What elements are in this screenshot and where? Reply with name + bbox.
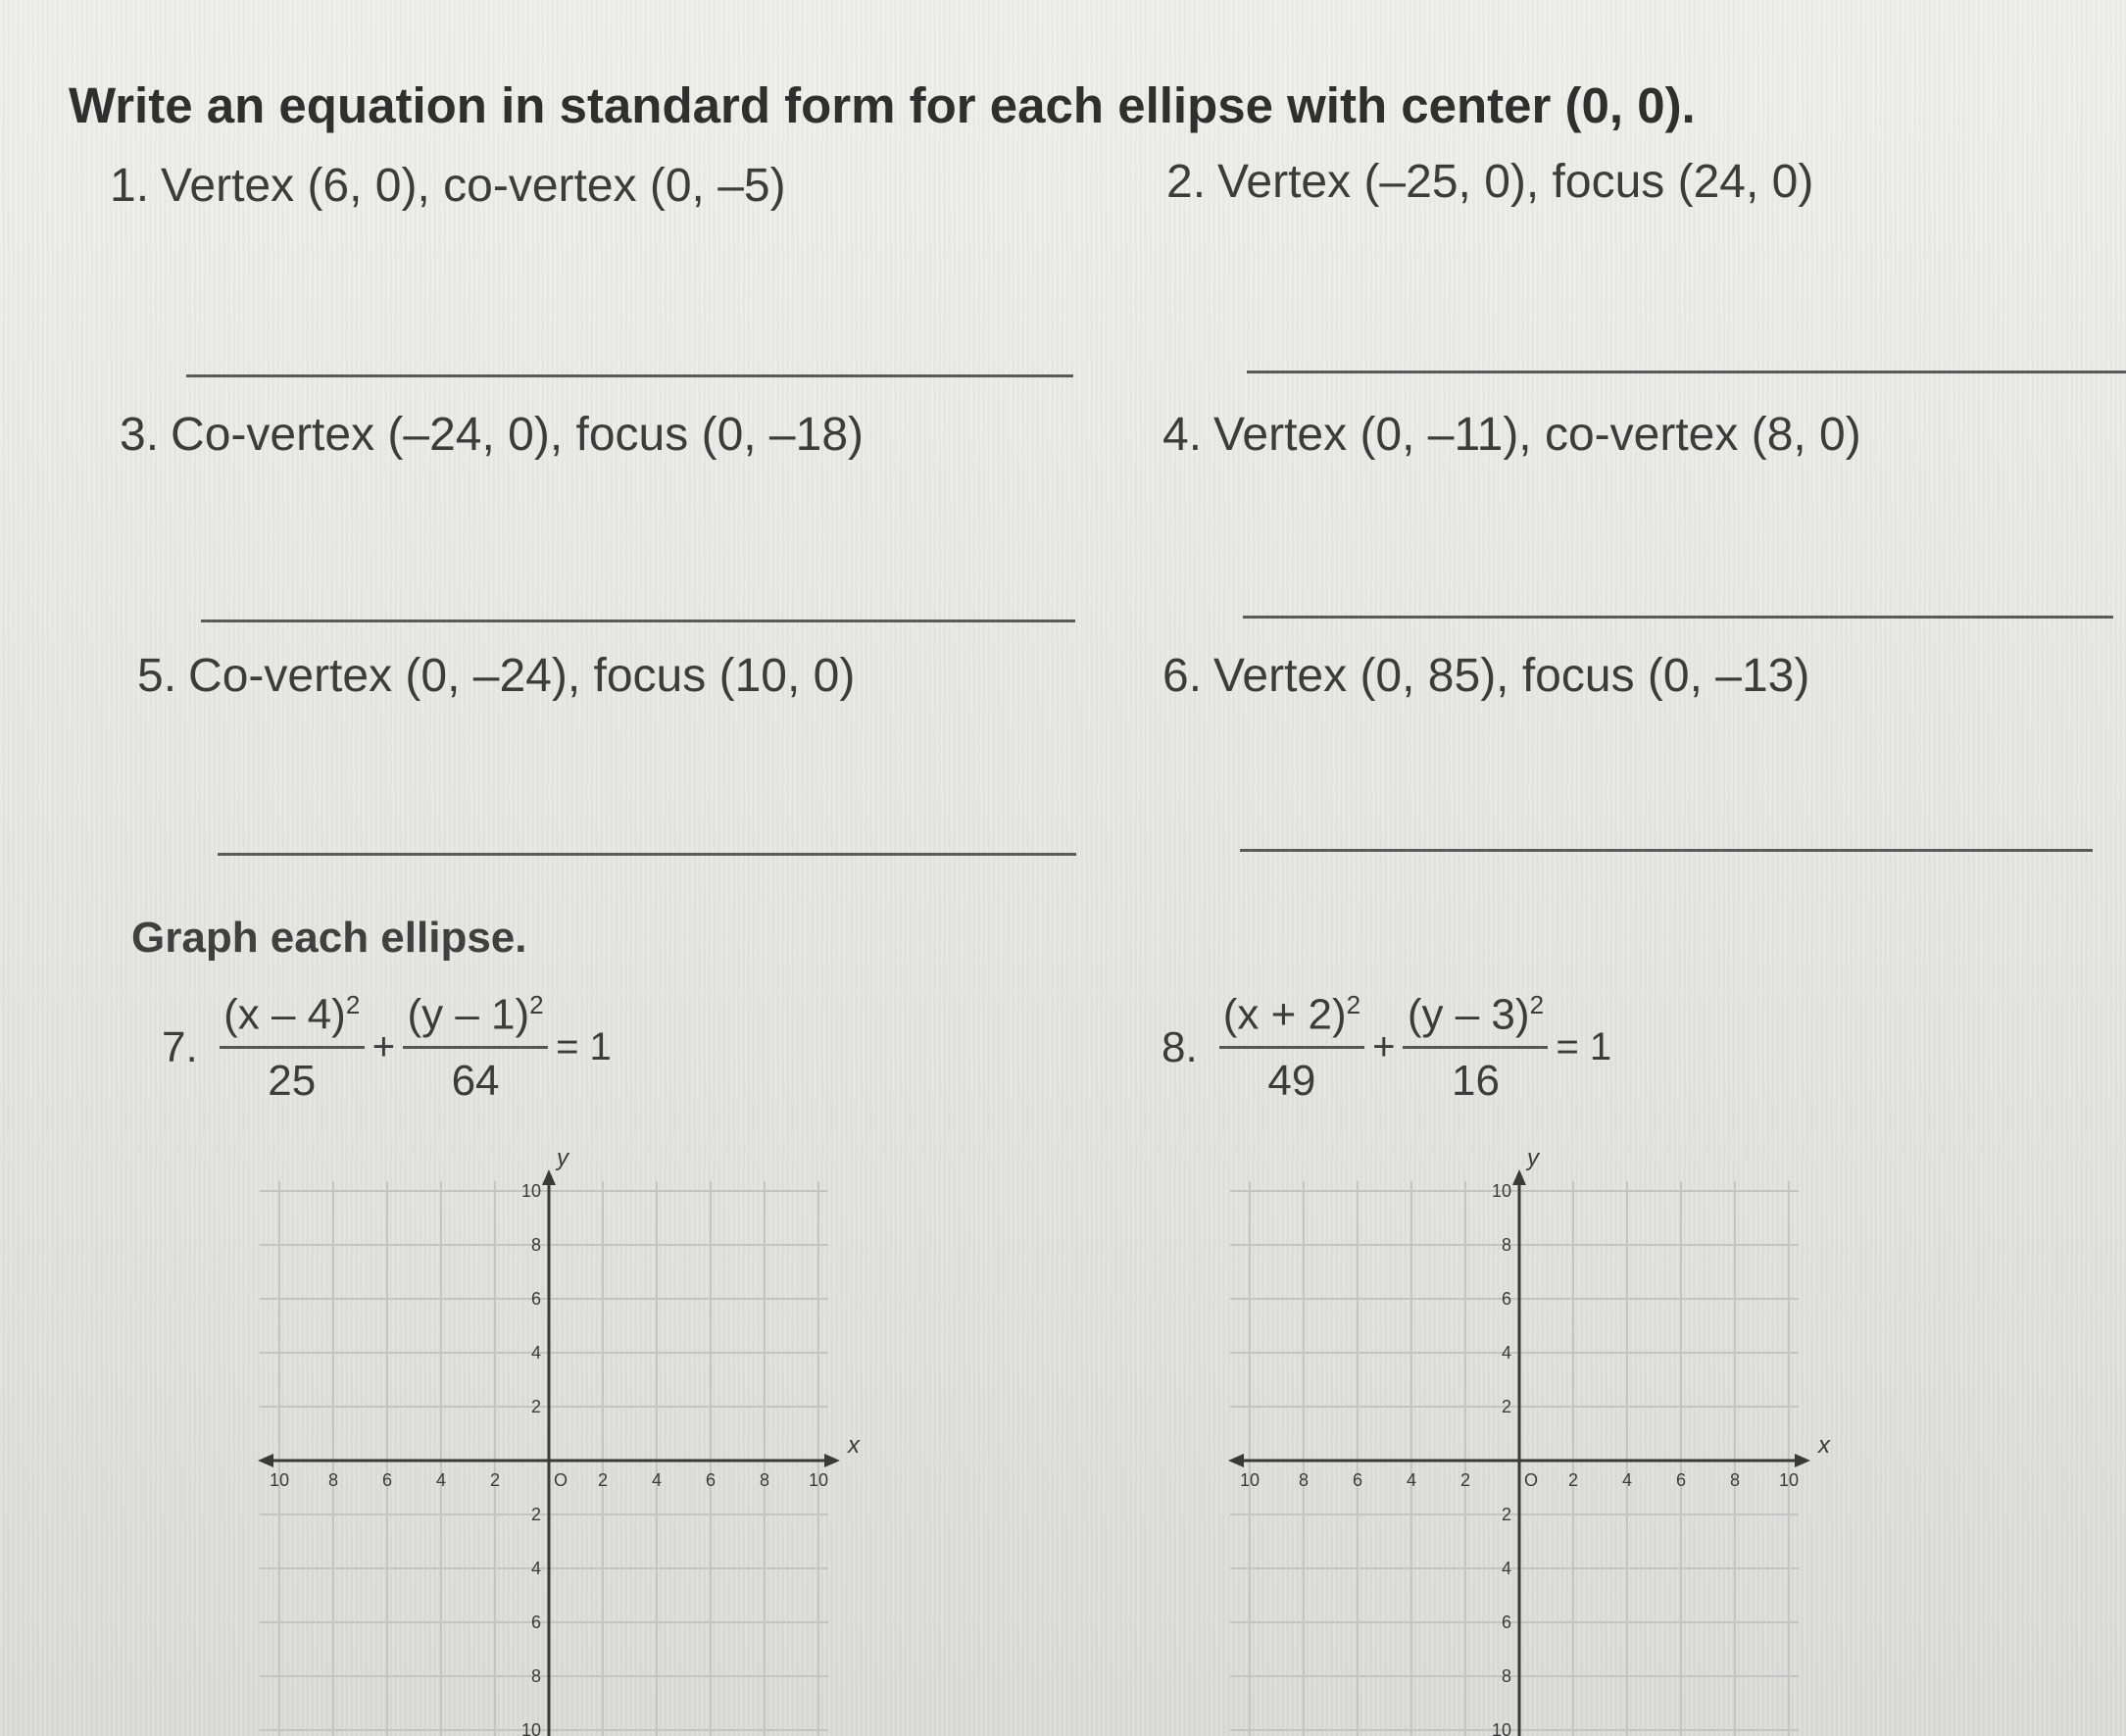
- y-tick-label: 10: [520, 1181, 541, 1201]
- problem-text: Vertex (–25, 0), focus (24, 0): [1217, 156, 1814, 208]
- equals-one: = 1: [1556, 1025, 1612, 1069]
- numerator: (x – 4): [223, 990, 346, 1039]
- page-title: Write an equation in standard form for each ellipse with center (0, 0).: [69, 77, 1696, 133]
- coordinate-grid-7[interactable]: [265, 1127, 860, 1736]
- y-tick-label: 10: [1491, 1181, 1511, 1201]
- x-axis-arrow-right-icon: [1795, 1454, 1810, 1467]
- denominator: 25: [220, 1046, 365, 1106]
- x-tick-label: 10: [1778, 1470, 1800, 1490]
- x-axis-arrow-left-icon: [258, 1454, 273, 1467]
- x-tick-label: 6: [1675, 1470, 1687, 1490]
- y-tick-label: 8: [530, 1666, 541, 1686]
- x-tick-label: 4: [1621, 1470, 1633, 1490]
- x-axis-label: x: [1818, 1432, 1830, 1459]
- answer-line-6[interactable]: [1240, 849, 2093, 852]
- denominator: 16: [1403, 1046, 1548, 1106]
- exponent: 2: [1529, 990, 1545, 1019]
- denominator: 64: [403, 1046, 548, 1106]
- x-tick-label: 6: [705, 1470, 717, 1490]
- y-tick-label: 2: [1501, 1505, 1511, 1524]
- x-tick-label: O: [553, 1470, 569, 1490]
- x-axis-arrow-left-icon: [1228, 1454, 1244, 1467]
- y-axis-arrow-up-icon: [542, 1169, 556, 1185]
- equation-8: [1162, 990, 1619, 1106]
- x-tick-label: 10: [269, 1470, 290, 1490]
- y-tick-label: 10: [1491, 1720, 1511, 1736]
- problem-text: Vertex (0, –11), co-vertex (8, 0): [1213, 409, 1861, 461]
- problem-1: [110, 159, 786, 213]
- answer-line-1[interactable]: [186, 374, 1073, 377]
- x-tick-label: 10: [808, 1470, 829, 1490]
- fraction-y-term: [403, 990, 548, 1106]
- x-tick-label: 4: [435, 1470, 447, 1490]
- problem-6: [1162, 649, 1809, 703]
- problem-text: Vertex (0, 85), focus (0, –13): [1213, 650, 1810, 702]
- y-tick-label: 4: [530, 1343, 541, 1363]
- y-tick-label: 6: [1501, 1612, 1511, 1632]
- fraction-x-term: [1219, 990, 1364, 1106]
- numerator: (y – 3): [1407, 990, 1530, 1039]
- problem-3: [120, 408, 864, 462]
- graph-heading: Graph each ellipse.: [131, 914, 527, 962]
- exponent: 2: [529, 990, 544, 1019]
- y-tick-label: 2: [530, 1505, 541, 1524]
- problem-number: 1.: [110, 160, 150, 212]
- plus-sign: +: [371, 1025, 396, 1069]
- equation-number: 7.: [162, 1022, 198, 1071]
- problem-number: 2.: [1166, 156, 1207, 208]
- y-tick-label: 4: [1501, 1559, 1511, 1578]
- equation-number: 8.: [1162, 1022, 1198, 1071]
- equation-7: [162, 990, 619, 1106]
- x-tick-label: 2: [597, 1470, 609, 1490]
- y-tick-label: 8: [1501, 1666, 1511, 1686]
- y-tick-label: 10: [520, 1720, 541, 1736]
- problem-number: 5.: [137, 650, 177, 702]
- answer-line-4[interactable]: [1243, 616, 2113, 619]
- problem-4: [1162, 408, 1861, 462]
- numerator: (y – 1): [407, 990, 530, 1039]
- problem-number: 3.: [120, 409, 160, 461]
- fraction-x-term: [220, 990, 365, 1106]
- problem-text: Co-vertex (–24, 0), focus (0, –18): [171, 409, 864, 461]
- y-tick-label: 8: [530, 1235, 541, 1255]
- x-tick-label: 4: [1406, 1470, 1417, 1490]
- x-tick-label: O: [1523, 1470, 1539, 1490]
- coordinate-grid-8[interactable]: [1235, 1127, 1830, 1736]
- x-tick-label: 8: [1729, 1470, 1741, 1490]
- y-tick-label: 2: [1501, 1397, 1511, 1416]
- x-axis-arrow-right-icon: [824, 1454, 840, 1467]
- x-tick-label: 10: [1239, 1470, 1261, 1490]
- x-tick-label: 6: [1352, 1470, 1363, 1490]
- y-axis-arrow-up-icon: [1512, 1169, 1526, 1185]
- answer-line-5[interactable]: [218, 853, 1076, 856]
- x-tick-label: 2: [489, 1470, 501, 1490]
- x-tick-label: 4: [651, 1470, 663, 1490]
- problem-number: 4.: [1162, 409, 1203, 461]
- answer-line-2[interactable]: [1247, 371, 2126, 373]
- problem-text: Vertex (6, 0), co-vertex (0, –5): [161, 160, 786, 212]
- exponent: 2: [345, 990, 361, 1019]
- x-axis-label: x: [848, 1432, 860, 1459]
- problem-text: Co-vertex (0, –24), focus (10, 0): [188, 650, 856, 702]
- equals-one: = 1: [556, 1025, 612, 1069]
- problem-5: [137, 649, 855, 703]
- exponent: 2: [1346, 990, 1361, 1019]
- y-tick-label: 6: [530, 1612, 541, 1632]
- answer-line-3[interactable]: [201, 620, 1075, 622]
- numerator: (x + 2): [1222, 990, 1347, 1039]
- y-tick-label: 8: [1501, 1235, 1511, 1255]
- denominator: 49: [1219, 1046, 1364, 1106]
- y-tick-label: 2: [530, 1397, 541, 1416]
- fraction-y-term: [1403, 990, 1548, 1106]
- y-tick-label: 4: [1501, 1343, 1511, 1363]
- x-tick-label: 8: [759, 1470, 770, 1490]
- y-tick-label: 4: [530, 1559, 541, 1578]
- problem-2: [1166, 155, 1813, 209]
- problem-number: 6.: [1162, 650, 1203, 702]
- y-tick-label: 6: [1501, 1289, 1511, 1309]
- y-axis-label: y: [1527, 1145, 1539, 1171]
- x-tick-label: 2: [1459, 1470, 1471, 1490]
- x-tick-label: 2: [1567, 1470, 1579, 1490]
- x-tick-label: 8: [327, 1470, 339, 1490]
- x-tick-label: 8: [1298, 1470, 1310, 1490]
- y-tick-label: 6: [530, 1289, 541, 1309]
- x-tick-label: 6: [381, 1470, 393, 1490]
- y-axis-label: y: [557, 1145, 569, 1171]
- plus-sign: +: [1372, 1025, 1396, 1069]
